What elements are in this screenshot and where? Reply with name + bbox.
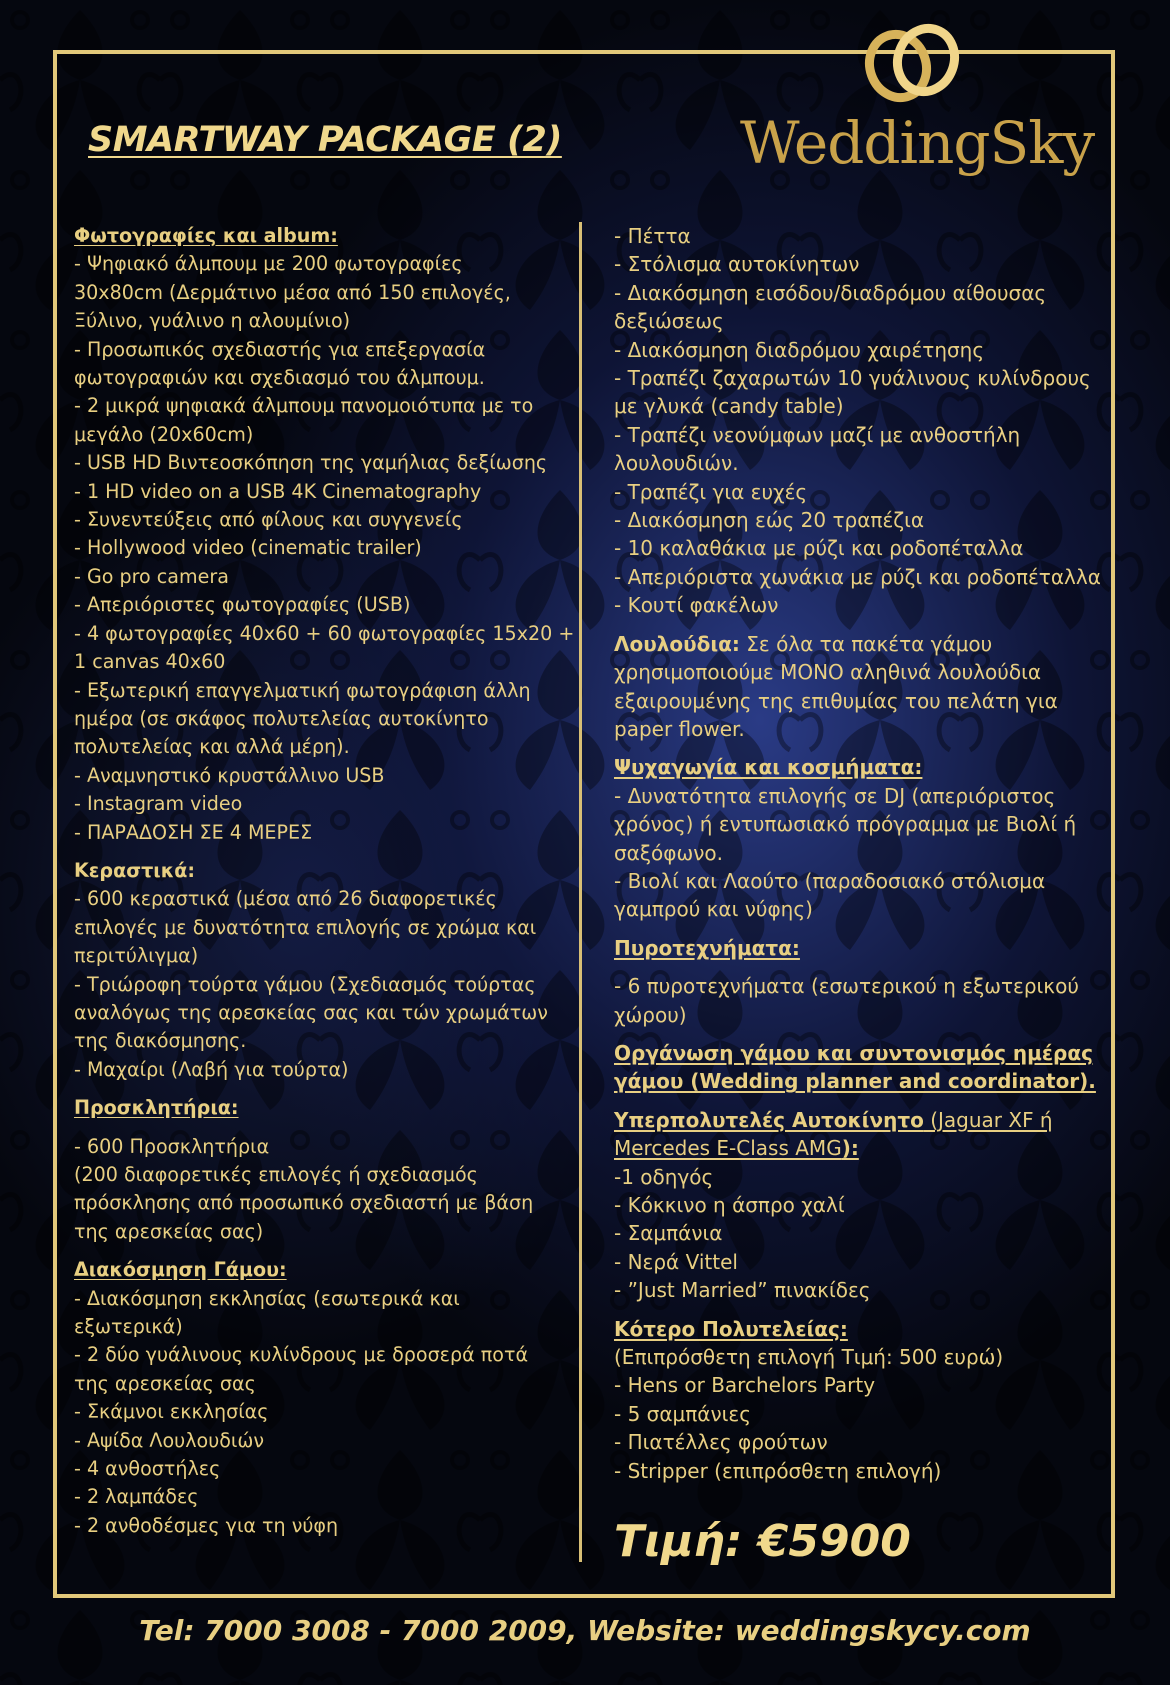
photo-line: - Instagram video	[74, 792, 243, 816]
invitations-heading: Προσκλητήρια:	[74, 1096, 239, 1120]
entertainment-line: - Βιολί και Λαούτο (παραδοσιακό στόλισμα	[614, 868, 1046, 893]
car-heading-line-2	[614, 1134, 1104, 1162]
entertainment-line: χρόνος) ή εντυπωσιακό πρόγραμμα με Βιολί ή	[614, 812, 1077, 837]
photo-line: - USB HD Βιντεοσκόπηση της γαμήλιας δεξίωσης	[74, 451, 548, 475]
decoration-line: - Στόλισμα αυτοκίνητων	[614, 252, 860, 277]
favors-line: - Μαχαίρι (Λαβή για τούρτα)	[74, 1057, 349, 1081]
favors-heading: Κεραστικά:	[74, 858, 196, 882]
entertainment-line: σαξόφωνο.	[614, 840, 723, 865]
invitations-line: πρόσκλησης από προσωπικό σχεδιαστή με βάση	[74, 1191, 534, 1215]
decoration-cont-section	[614, 222, 1104, 620]
photo-line: ημέρα (σε σκάφος πολυτελείας αυτοκίνητο	[74, 706, 489, 730]
photo-line: - 4 φωτογραφίες 40x60 + 60 φωτογραφίες 15x20 +	[74, 621, 575, 645]
decoration-line: - 10 καλαθάκια με ρύζι και ροδοπέταλλα	[614, 536, 1024, 561]
invitations-line: της αρεσκείας σας)	[74, 1219, 264, 1243]
photo-line: - Hollywood video (cinematic trailer)	[74, 536, 422, 560]
photo-line: - Απεριόριστες φωτογραφίες (USB)	[74, 593, 411, 617]
planner-section	[614, 1039, 1104, 1096]
fireworks-line: - 6 πυροτεχνήματα (εσωτερικού η εξωτερικού	[614, 974, 1079, 999]
car-close: ):	[841, 1136, 859, 1161]
decoration-line: - Διακόσμηση εκκλησίας (εσωτερικά και	[74, 1286, 460, 1310]
entertainment-heading: Ψυχαγωγία και κοσμήματα:	[614, 755, 923, 780]
boat-line: - Stripper (επιπρόσθετη επιλογή)	[614, 1458, 942, 1483]
entertainment-line: - Δυνατότητα επιλογής σε DJ (απεριόριστος	[614, 783, 1056, 808]
fireworks-line: χώρου)	[614, 1002, 687, 1027]
car-line: - ”Just Married” πινακίδες	[614, 1278, 871, 1303]
decoration-line: - 2 δύο γυάλινους κυλίνδρους με δροσερά ποτά	[74, 1343, 529, 1367]
planner-line: Οργάνωση γάμου και συντονισμός ημέρας	[614, 1040, 1093, 1065]
decoration-line: - Τραπέζι νεονύμφων μαζί με ανθοστήλη	[614, 422, 1021, 447]
decoration-line: - Πέττα	[614, 224, 691, 248]
car-heading: Υπερπολυτελές Αυτοκίνητο	[614, 1107, 924, 1132]
flowers-line: εξαιρουμένης της επιθυμίας του πελάτη για	[614, 688, 1058, 713]
decoration-line: της αρεσκείας σας	[74, 1371, 256, 1395]
photo-line: - ΠΑΡΑΔΟΣΗ ΣΕ 4 ΜΕΡΕΣ	[74, 820, 313, 844]
photo-line: - Προσωπικός σχεδιαστής για επεξεργασία	[74, 337, 486, 361]
photo-line: πολυτελείας και αλλά μέρη).	[74, 735, 350, 759]
car-model-1: (Jaguar XF ή	[923, 1107, 1053, 1132]
decoration-line: - Διακόσμηση εώς 20 τραπέζια	[614, 508, 925, 533]
car-line: -1 οδηγός	[614, 1164, 714, 1189]
decoration-line: - Διακόσμηση διαδρόμου χαιρέτησης	[614, 337, 985, 362]
decoration-line: - Τραπέζι για ευχές	[614, 479, 808, 504]
wedding-rings-icon	[858, 14, 968, 109]
entertainment-section	[614, 753, 1104, 923]
planner-line: γάμου (Wedding planner and coordinator).	[614, 1069, 1096, 1094]
car-line: - Σαμπάνια	[614, 1221, 723, 1246]
contact-footer: Tel: 7000 3008 - 7000 2009, Website: weddingskycy.com	[139, 1614, 1031, 1647]
logo-text: WeddingSky	[740, 109, 1095, 177]
favors-line: περιτύλιγμα)	[74, 944, 199, 968]
flowers-intro: Σε όλα τα πακέτα γάμου	[739, 631, 993, 656]
fireworks-section	[614, 934, 1104, 1029]
fireworks-heading: Πυροτεχνήματα:	[614, 935, 800, 960]
decoration-heading: Διακόσμηση Γάμου:	[74, 1258, 287, 1282]
photo-line: 30x80cm (Δερμάτινο μέσα από 150 επιλογές,	[74, 280, 511, 304]
photo-line: - Ψηφιακό άλμπουμ με 200 φωτογραφίες	[74, 252, 463, 276]
decoration-line: - Σκάμνοι εκκλησίας	[74, 1400, 269, 1424]
car-model-2: Mercedes E-Class AMG	[614, 1136, 842, 1161]
favors-line: - Τριώροφη τούρτα γάμου (Σχεδιασμός τούρτας	[74, 972, 536, 996]
photo-line: 1 canvas 40x60	[74, 650, 226, 674]
photo-line: - 1 HD video on a USB 4K Cinematography	[74, 479, 482, 503]
decoration-line: - Αψίδα Λουλουδιών	[74, 1428, 265, 1452]
decoration-line: - Τραπέζι ζαχαρωτών 10 γυάλινους κυλίνδρους	[614, 366, 1091, 391]
car-line: - Κόκκινο η άσπρο χαλί	[614, 1193, 845, 1217]
photo-line: μεγάλο (20x60cm)	[74, 422, 254, 446]
decoration-line: - 2 λαμπάδες	[74, 1485, 199, 1509]
flowers-line: paper flower.	[614, 716, 745, 741]
package-price: Τιμή: €5900	[614, 1516, 911, 1567]
decoration-line: - 2 ανθοδέσμες για τη νύφη	[74, 1513, 339, 1537]
invitations-section	[74, 1094, 574, 1246]
boat-heading: Κότερο Πολυτελείας:	[614, 1316, 848, 1341]
decoration-line: - Κουτί φακέλων	[614, 593, 779, 618]
left-column	[74, 222, 574, 1540]
photo-section	[74, 222, 574, 847]
column-divider	[579, 222, 582, 1562]
decoration-line: - Απεριόριστα χωνάκια με ρύζι και ροδοπέταλλα	[614, 564, 1101, 589]
invitations-line: - 600 Προσκλητήρια	[74, 1134, 270, 1158]
boat-line: (Επιπρόσθετη επιλογή Τιμή: 500 ευρώ)	[614, 1345, 1004, 1370]
photo-line: - 2 μικρά ψηφιακά άλμπουμ πανομοιότυπα με το	[74, 394, 534, 418]
flowers-first-line	[614, 630, 1104, 658]
photo-line: φωτογραφιών και σχεδιασμό του άλμπουμ.	[74, 366, 485, 390]
decoration-line: με γλυκά (candy table)	[614, 394, 844, 419]
flowers-section	[614, 630, 1104, 744]
decoration-line: εξωτερικά)	[74, 1315, 183, 1339]
weddingsky-logo	[740, 14, 1095, 189]
photo-line: - Αναμνηστικό κρυστάλλινο USB	[74, 763, 385, 787]
package-title: SMARTWAY PACKAGE (2)	[88, 120, 562, 160]
photo-line: Ξύλινο, γυάλινο η αλουμίνιο)	[74, 309, 351, 333]
boat-line: - 5 σαμπάνιες	[614, 1401, 751, 1426]
favors-line: αναλόγως της αρεσκείας σας και τών χρωμάτων	[74, 1000, 548, 1024]
decoration-line: - Διακόσμηση εισόδου/διαδρόμου αίθουσας	[614, 280, 1047, 305]
photo-line: - Εξωτερική επαγγελματική φωτογράφιση άλλη	[74, 678, 531, 702]
boat-section	[614, 1315, 1104, 1485]
photo-line: - Go pro camera	[74, 564, 229, 588]
favors-line: - 600 κεραστικά (μέσα από 26 διαφορετικές	[74, 887, 497, 911]
decoration-line: δεξιώσεως	[614, 309, 724, 334]
favors-line: επιλογές με δυνατότητα επιλογής σε χρώμα και	[74, 915, 537, 939]
right-column	[614, 222, 1104, 1485]
photo-line: - Συνεντεύξεις από φίλους και συγγενείς	[74, 508, 463, 532]
boat-line: - Πιατέλλες φρούτων	[614, 1430, 828, 1455]
flowers-line: χρησιμοποιούμε ΜΟΝΟ αληθινά λουλούδια	[614, 660, 1042, 685]
favors-line: της διακόσμησης.	[74, 1029, 247, 1053]
boat-line: - Hens or Barchelors Party	[614, 1373, 876, 1398]
decoration-section	[74, 1256, 574, 1540]
entertainment-line: γαμπρού και νύφης)	[614, 897, 813, 922]
photo-heading: Φωτογραφίες και album:	[74, 224, 338, 247]
decoration-line: - 4 ανθοστήλες	[74, 1457, 221, 1481]
car-line: - Νερά Vittel	[614, 1249, 738, 1274]
car-section	[614, 1106, 1104, 1305]
decoration-line: λουλουδιών.	[614, 451, 739, 476]
flowers-heading: Λουλούδια:	[614, 631, 740, 656]
invitations-line: (200 διαφορετικές επιλογές ή σχεδιασμός	[74, 1163, 478, 1186]
car-heading-line	[614, 1106, 1104, 1134]
favors-section	[74, 857, 574, 1084]
